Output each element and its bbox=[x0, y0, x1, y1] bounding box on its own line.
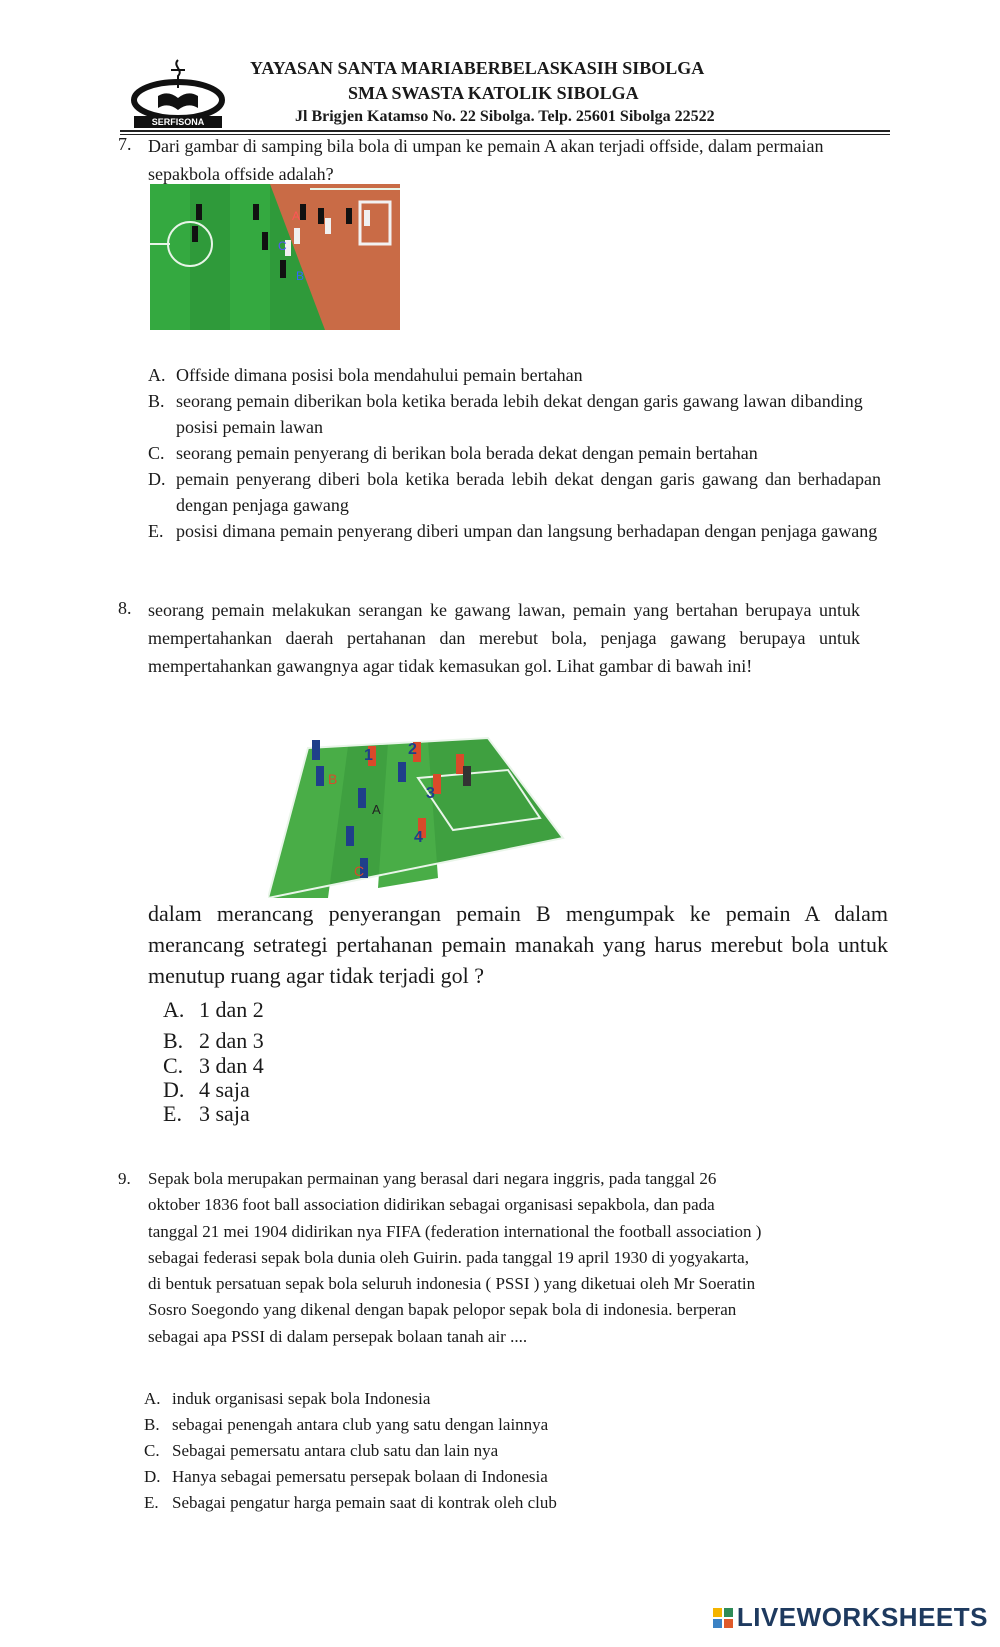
q9-option-a[interactable] bbox=[144, 1386, 430, 1412]
q7-option-d[interactable] bbox=[148, 466, 888, 518]
q9-line: Sepak bola merupakan permainan yang berasal dari negara inggris, pada tanggal 26 bbox=[148, 1169, 717, 1188]
logo-text: SERFISONA bbox=[151, 117, 205, 127]
q9-line: sebagai apa PSSI di dalam persepak bolaan tanah air .... bbox=[148, 1326, 528, 1346]
option-letter: D. bbox=[163, 1077, 185, 1102]
header-foundation: YAYASAN SANTA MARIABERBELASKASIH SIBOLGA bbox=[250, 58, 705, 78]
q9-line: Sosro Soegondo yang dikenal dengan bapak pelopor sepak bola di indonesia. berperan bbox=[148, 1300, 737, 1320]
header-address: Jl Brigjen Katamso No. 22 Sibolga. Telp. 25601 Sibolga 22522 bbox=[295, 108, 715, 125]
option-letter: C. bbox=[148, 443, 165, 463]
q9-line: di bentuk persatuan sepak bola seluruh indonesia ( PSSI ) yang diketuai oleh Mr Soeratin bbox=[148, 1274, 756, 1294]
svg-text:B: B bbox=[328, 771, 338, 787]
svg-text:4: 4 bbox=[414, 829, 423, 846]
q8-defense-image bbox=[268, 718, 568, 898]
svg-text:A: A bbox=[292, 209, 301, 223]
q9-option-b[interactable] bbox=[144, 1412, 548, 1438]
q7-option-a[interactable] bbox=[148, 362, 888, 388]
option-letter: A. bbox=[163, 997, 185, 1022]
liveworksheets-icon bbox=[713, 1608, 733, 1628]
option-letter: B. bbox=[163, 1028, 184, 1053]
q9-line: sebagai federasi sepak bola dunia oleh Guirin. pada tanggal 19 april 1930 di yogyakarta, bbox=[148, 1247, 749, 1267]
option-text: Offside dimana posisi bola mendahului pemain bertahan bbox=[176, 365, 583, 385]
option-text: seorang pemain penyerang di berikan bola berada dekat dengan pemain bertahan bbox=[176, 443, 758, 463]
option-text: Hanya sebagai pemersatu persepak bolaan di Indonesia bbox=[172, 1467, 548, 1486]
option-text: 3 dan 4 bbox=[199, 1053, 264, 1078]
option-text: induk organisasi sepak bola Indonesia bbox=[172, 1389, 431, 1408]
q9-text bbox=[148, 1166, 888, 1350]
q9-line: oktober 1836 foot ball association didirikan sebagai organisasi sepakbola, dan pada bbox=[148, 1195, 715, 1215]
svg-text:C: C bbox=[354, 863, 365, 879]
liveworksheets-logo[interactable] bbox=[713, 1602, 988, 1633]
q7-offside-image bbox=[150, 184, 400, 330]
q9-option-d[interactable] bbox=[144, 1464, 548, 1490]
q7-option-b[interactable] bbox=[148, 388, 888, 440]
q9-line: tanggal 21 mei 1904 didirikan nya FIFA (federation international the football association ) bbox=[148, 1221, 762, 1241]
svg-text:B: B bbox=[296, 269, 305, 283]
option-letter: E. bbox=[144, 1493, 159, 1512]
option-letter: B. bbox=[144, 1415, 160, 1434]
svg-text:1: 1 bbox=[364, 747, 373, 764]
svg-text:2: 2 bbox=[408, 741, 417, 758]
q9-number: 9. bbox=[118, 1169, 131, 1188]
option-text: sebagai penengah antara club yang satu dengan lainnya bbox=[172, 1415, 549, 1434]
liveworksheets-brand: LIVEWORKSHEETS bbox=[736, 1602, 988, 1632]
svg-text:C: C bbox=[278, 239, 287, 253]
q8-option-a[interactable] bbox=[163, 994, 264, 1025]
q9-option-e[interactable] bbox=[144, 1490, 557, 1516]
option-text: 3 saja bbox=[199, 1101, 250, 1126]
q8-number: 8. bbox=[118, 598, 132, 618]
option-text: 2 dan 3 bbox=[199, 1028, 264, 1053]
option-text: seorang pemain diberikan bola ketika berada lebih dekat dengan garis gawang lawan dibanding posisi pemain lawan bbox=[176, 391, 863, 437]
option-letter: E. bbox=[148, 521, 164, 541]
option-text: posisi dimana pemain penyerang diberi umpan dan langsung berhadapan dengan penjaga gawang bbox=[176, 521, 878, 541]
option-text: 4 saja bbox=[199, 1077, 250, 1102]
option-letter: E. bbox=[163, 1101, 182, 1126]
q7-option-c[interactable] bbox=[148, 440, 888, 466]
option-letter: A. bbox=[144, 1389, 161, 1408]
q7-option-e[interactable] bbox=[148, 518, 888, 544]
school-logo bbox=[128, 58, 228, 128]
option-letter: D. bbox=[148, 469, 166, 489]
q8-question: dalam merancang penyerangan pemain B mengumpak ke pemain A dalam merancang setrategi pertahanan pemain manakah yang harus merebut bola untuk menutup ruang agar tidak terjadi gol ? bbox=[148, 901, 888, 988]
svg-text:A: A bbox=[372, 802, 381, 817]
q7-text: Dari gambar di samping bila bola di umpan ke pemain A akan terjadi offside, dalam permaian sepakbola offside adalah? bbox=[148, 136, 824, 184]
option-letter: A. bbox=[148, 365, 166, 385]
header-school: SMA SWASTA KATOLIK SIBOLGA bbox=[348, 83, 639, 103]
option-text: pemain penyerang diberi bola ketika berada lebih dekat dengan garis gawang dan berhadapan dengan penjaga gawang bbox=[176, 469, 881, 515]
q8-text: seorang pemain melakukan serangan ke gawang lawan, pemain yang bertahan berupaya untuk mempertahankan daerah pertahanan dan merebut bola, penjaga gawang berupaya untuk mempertahankan gawangnya agar tidak kemasukan gol. Lihat gambar di bawah ini! bbox=[148, 600, 860, 676]
option-letter: D. bbox=[144, 1467, 161, 1486]
option-text: Sebagai pengatur harga pemain saat di kontrak oleh club bbox=[172, 1493, 557, 1512]
q9-option-c[interactable] bbox=[144, 1438, 498, 1464]
q7-number: 7. bbox=[118, 134, 132, 154]
option-text: Sebagai pemersatu antara club satu dan lain nya bbox=[172, 1441, 499, 1460]
option-text: 1 dan 2 bbox=[199, 997, 264, 1022]
option-letter: C. bbox=[144, 1441, 160, 1460]
svg-text:3: 3 bbox=[426, 785, 435, 802]
option-letter: C. bbox=[163, 1053, 184, 1078]
option-letter: B. bbox=[148, 391, 165, 411]
q8-option-e[interactable] bbox=[163, 1098, 250, 1129]
